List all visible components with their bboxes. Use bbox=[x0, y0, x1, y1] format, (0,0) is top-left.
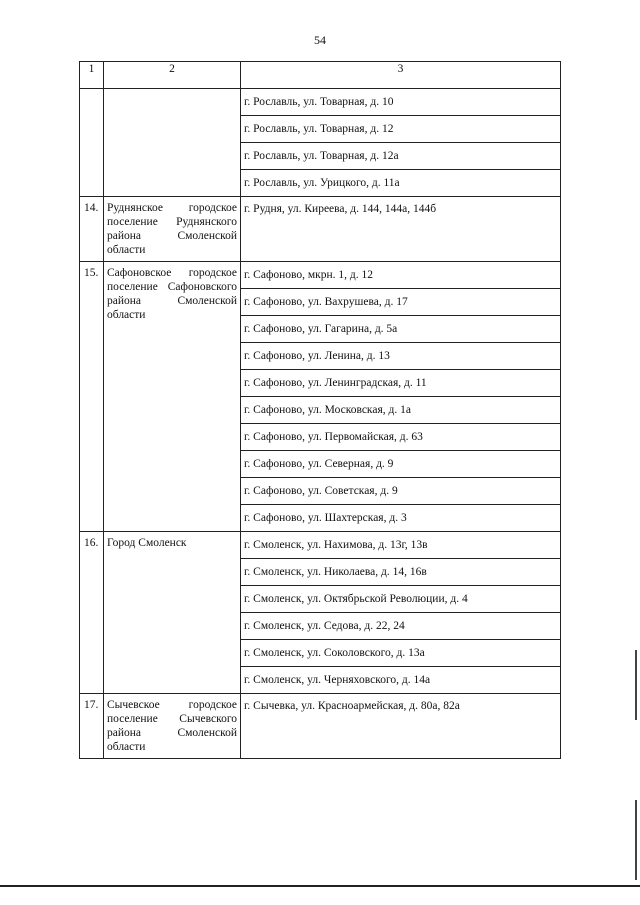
address-entry: г. Сафоново, ул. Северная, д. 9 bbox=[241, 450, 560, 477]
row-number bbox=[80, 89, 104, 197]
address-table bbox=[79, 61, 561, 759]
column-header: 1 bbox=[80, 62, 104, 89]
address-entry: г. Рудня, ул. Киреева, д. 144, 144а, 144б bbox=[244, 203, 437, 215]
table-row bbox=[80, 89, 561, 197]
table-row bbox=[80, 694, 561, 759]
address-entry: г. Сафоново, ул. Вахрушева, д. 17 bbox=[241, 288, 560, 315]
table-header-row bbox=[80, 62, 561, 89]
address-entry: г. Сафоново, ул. Первомайская, д. 63 bbox=[241, 423, 560, 450]
address-entry: г. Смоленск, ул. Седова, д. 22, 24 bbox=[241, 612, 560, 639]
address-entry: г. Сафоново, ул. Ленина, д. 13 bbox=[241, 342, 560, 369]
address-entry: г. Сафоново, ул. Московская, д. 1а bbox=[241, 396, 560, 423]
column-header: 3 bbox=[241, 62, 561, 89]
table-row bbox=[80, 532, 561, 694]
scan-bottom-edge bbox=[0, 885, 640, 887]
page-number: 54 bbox=[314, 33, 326, 47]
address-list bbox=[241, 694, 561, 759]
address-list bbox=[241, 262, 561, 532]
row-number: 17. bbox=[80, 694, 104, 759]
scan-edge-mark bbox=[635, 650, 637, 720]
address-entry: г. Сафоново, мкрн. 1, д. 12 bbox=[244, 269, 374, 281]
municipality-name: Сычевское городское поселение Сычевского района Смоленской области bbox=[104, 694, 241, 759]
address-list bbox=[241, 89, 561, 197]
address-entry: г. Смоленск, ул. Черняховского, д. 14а bbox=[241, 666, 560, 693]
municipality-name: Руднянское городское поселение Руднянского района Смоленской области bbox=[104, 197, 241, 262]
municipality-name: Сафоновское городское поселение Сафоновского района Смоленской области bbox=[104, 262, 241, 532]
address-list bbox=[241, 197, 561, 262]
row-number: 15. bbox=[80, 262, 104, 532]
address-entry: г. Рославль, ул. Урицкого, д. 11а bbox=[241, 169, 560, 196]
address-entry: г. Сафоново, ул. Ленинградская, д. 11 bbox=[241, 369, 560, 396]
address-entry: г. Сычевка, ул. Красноармейская, д. 80а, 82а bbox=[244, 700, 460, 712]
address-entry: г. Смоленск, ул. Нахимова, д. 13г, 13в bbox=[244, 539, 428, 551]
address-entry: г. Сафоново, ул. Гагарина, д. 5а bbox=[241, 315, 560, 342]
municipality-name: Город Смоленск bbox=[104, 532, 241, 694]
row-number: 14. bbox=[80, 197, 104, 262]
address-entry: г. Рославль, ул. Товарная, д. 12 bbox=[241, 115, 560, 142]
row-number: 16. bbox=[80, 532, 104, 694]
address-entry: г. Смоленск, ул. Николаева, д. 14, 16в bbox=[241, 558, 560, 585]
scan-edge-mark bbox=[635, 800, 637, 880]
table-row bbox=[80, 197, 561, 262]
address-entry: г. Смоленск, ул. Соколовского, д. 13а bbox=[241, 639, 560, 666]
column-header: 2 bbox=[104, 62, 241, 89]
address-entry: г. Сафоново, ул. Шахтерская, д. 3 bbox=[241, 504, 560, 531]
municipality-name bbox=[104, 89, 241, 197]
address-list bbox=[241, 532, 561, 694]
table-row bbox=[80, 262, 561, 532]
address-entry: г. Рославль, ул. Товарная, д. 10 bbox=[244, 96, 394, 108]
address-entry: г. Рославль, ул. Товарная, д. 12а bbox=[241, 142, 560, 169]
address-entry: г. Смоленск, ул. Октябрьской Революции, д. 4 bbox=[241, 585, 560, 612]
address-entry: г. Сафоново, ул. Советская, д. 9 bbox=[241, 477, 560, 504]
